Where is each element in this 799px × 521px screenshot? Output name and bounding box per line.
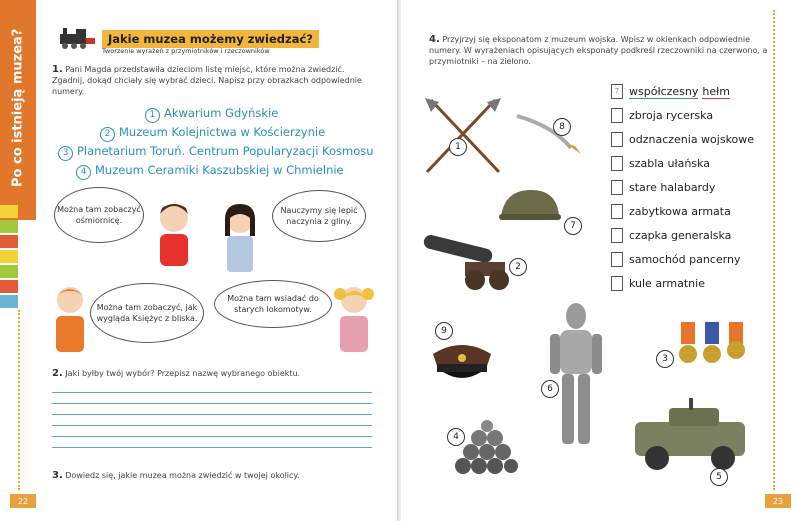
answer-box[interactable]: [611, 252, 623, 267]
halberds-illustration: [421, 94, 505, 174]
number-circle: 9: [435, 322, 453, 340]
color-stripe: [0, 295, 18, 308]
armour-illustration: [546, 300, 606, 450]
list-item: stare halabardy: [611, 180, 715, 195]
answer-box[interactable]: [611, 228, 623, 243]
number-circle: 5: [710, 468, 728, 486]
dotted-border: [773, 10, 775, 490]
museum-item: 1 Akwarium Gdyńskie: [145, 106, 278, 123]
dotted-border: [18, 310, 20, 490]
list-item: zbroja rycerska: [611, 108, 713, 123]
sabre-illustration: [513, 110, 587, 158]
answer-box[interactable]: [611, 108, 623, 123]
page-subtitle: Tworzenie wyrażeń z przymiotników i rzeczowników: [102, 47, 270, 55]
speech-bubble: Można tam wsiadać do starych lokomotyw.: [214, 280, 332, 328]
girl-illustration: [214, 200, 266, 274]
writing-line[interactable]: [52, 403, 372, 404]
color-stripe: [0, 235, 18, 248]
speech-bubble: Można tam zobaczyć ośmiornicę.: [54, 187, 144, 243]
color-stripe: [0, 265, 18, 278]
museum-item: 2 Muzeum Kolejnictwa w Kościerzynie: [100, 125, 325, 142]
number-circle: 8: [553, 118, 571, 136]
list-item: zabytkowa armata: [611, 204, 731, 219]
number-circle: 2: [509, 258, 527, 276]
general-cap-illustration: [429, 336, 495, 386]
speech-bubble: Nauczymy się lepić naczynia z gliny.: [272, 190, 366, 242]
side-title: Po co istnieją muzea?: [10, 28, 26, 187]
answer-box[interactable]: [611, 132, 623, 147]
color-stripe: [0, 280, 18, 293]
writing-line[interactable]: [52, 392, 372, 393]
page-number: 22: [10, 494, 36, 508]
question-2: 2. Jaki byłby twój wybór? Przepisz nazwę wybranego obiektu.: [52, 368, 301, 379]
number-circle: 3: [656, 350, 674, 368]
museum-item: 3 Planetarium Toruń. Centrum Popularyzacji Kosmosu: [58, 144, 374, 161]
answer-box[interactable]: [611, 156, 623, 171]
number-circle: 7: [564, 217, 582, 235]
color-stripe: [0, 220, 18, 233]
blonde-girl-illustration: [332, 282, 376, 352]
list-item: samochód pancerny: [611, 252, 740, 267]
question-3: 3. Dowiedz się, jakie muzea można zwiedzić w twojej okolicy.: [52, 470, 300, 481]
answer-box[interactable]: 7: [611, 84, 623, 99]
writing-line[interactable]: [52, 447, 372, 448]
cannon-illustration: [419, 232, 515, 294]
question-4: 4. Przyjrzyj się eksponatom z muzeum wojska. Wpisz w okienkach odpowiednie numery. W wyrażeniach opisujących eksponaty podkreśl rzeczowniki na czerwono, a przymiotniki – na zielono.: [429, 34, 768, 66]
page-title: Jakie muzea możemy zwiedzać?: [102, 30, 319, 48]
number-circle: 4: [447, 428, 465, 446]
question-1: [52, 64, 372, 97]
writing-line[interactable]: [52, 436, 372, 437]
museum-item: 4 Muzeum Ceramiki Kaszubskiej w Chmielnie: [76, 163, 344, 180]
list-item: szabla ułańska: [611, 156, 710, 171]
color-stripe: [0, 205, 18, 218]
train-icon: [56, 26, 98, 50]
question-1-number: 1.: [52, 64, 63, 75]
number-circle: 1: [449, 138, 467, 156]
answer-box[interactable]: [611, 180, 623, 195]
boy-illustration: [150, 198, 198, 270]
answer-box[interactable]: [611, 276, 623, 291]
page-number: 23: [765, 494, 791, 508]
list-item: kule armatnie: [611, 276, 705, 291]
question-1-text: Pani Magda przedstawiła dzieciom listę miejsc, które można zwiedzić. Zgadnij, dokąd chciały się wybrać dzieci. Napisz przy obrazkach odpowiednie numery.: [52, 65, 362, 96]
armoured-car-illustration: [629, 396, 753, 476]
left-page: [0, 0, 399, 521]
answer-box[interactable]: [611, 204, 623, 219]
list-item-example: 7 współczesny hełm: [611, 84, 730, 99]
right-page: [401, 0, 799, 521]
redhead-boy-illustration: [50, 282, 90, 352]
number-circle: 6: [541, 380, 559, 398]
writing-line[interactable]: [52, 425, 372, 426]
writing-line[interactable]: [52, 414, 372, 415]
list-item: odznaczenia wojskowe: [611, 132, 754, 147]
speech-bubble: Można tam zobaczyć, jak wygląda Księżyc z bliska.: [90, 283, 204, 343]
medals-illustration: [675, 320, 751, 376]
list-item: czapka generalska: [611, 228, 731, 243]
helmet-illustration: [495, 186, 565, 226]
color-stripe: [0, 250, 18, 263]
